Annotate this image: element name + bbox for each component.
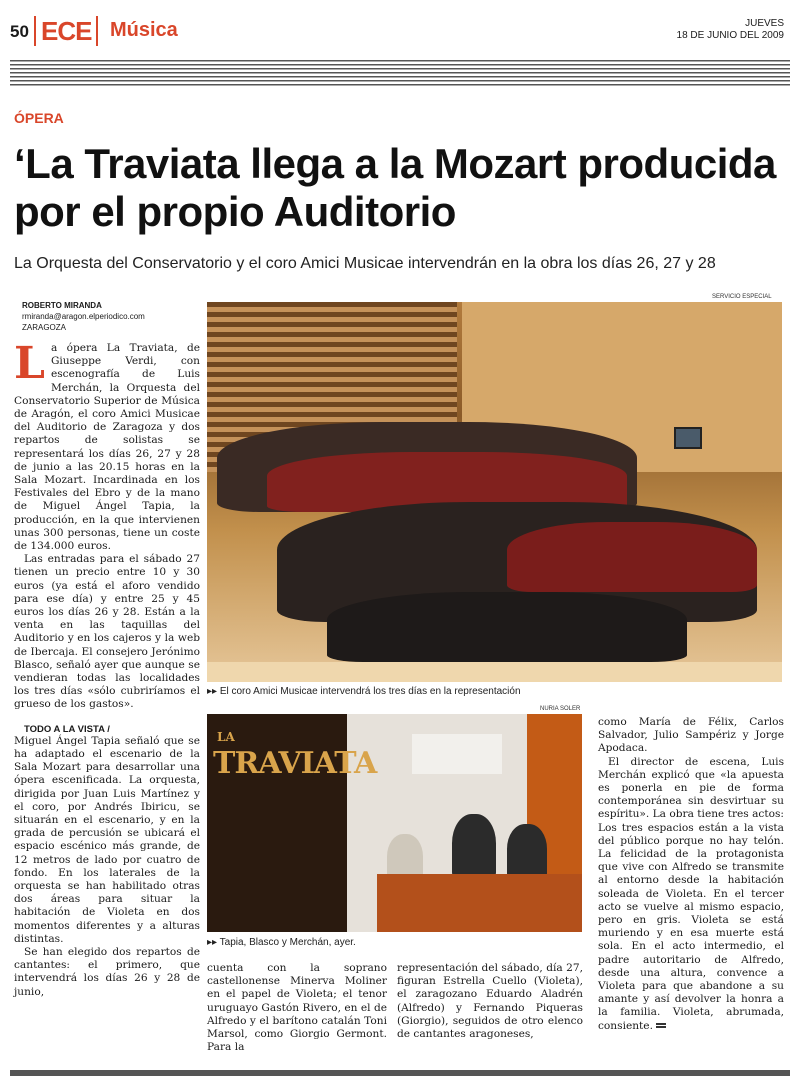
article-subtitle: La Orquesta del Conservatorio y el coro Amici Musicae intervendrán en la obra los días 26, 27 y 28 (14, 255, 716, 272)
byline-city: ZARAGOZA (22, 323, 67, 332)
second-photo-caption: ▸▸ Tapia, Blasco y Merchán, ayer. (207, 937, 356, 948)
poster-top-text: LA (217, 730, 235, 744)
choir-red-robes-right (507, 522, 757, 592)
paragraph: como María de Félix, Carlos Salvador, Julio Sampériz y Jorge Apodaca. (598, 716, 784, 755)
main-photo-caption: ▸▸ El coro Amici Musicae intervendrá los tres días en la representación (207, 686, 521, 697)
photo-credit-2: NURIA SOLER (540, 706, 581, 712)
person-right (507, 824, 547, 879)
control-window (674, 427, 702, 449)
paragraph: Miguel Ángel Tapia señaló que se ha adaptado el escenario de la Sala Mozart para desarrollar una ópera escenificada. La orquesta, dirigida por Juan Luis Martínez y el coro, por Andrés Ibiricu, se situarán en el escenario, y en la grada de percusión se ubicará el espacio escénico más grande, de 12 metros de lado por cuatro de fondo. En los laterales de la orquesta se han habilitado otras dos áreas para situar la habitación de Violeta en dos momentos diferentes y a alturas distintas. (14, 734, 200, 945)
byline-author: ROBERTO MIRANDA (22, 301, 102, 310)
article-column-3 (397, 962, 583, 1041)
paragraph: L a ópera La Traviata, de Giuseppe Verdi, con escenografía de Luis Merchán, la Orquesta del Conservatorio Superior de Música de Aragón, el coro Amici Musicae del Auditorio de Zaragoza y dos repartos de solistas se representará los días 26, 27 y 28 de junio a las 20.15 horas en la Sala Mozart. Incardinada en los Festivales del Ebro y de la mano de Miguel Ángel Tapia, la producción, en la que intervienen unas 300 personas, tiene un coste de 134.000 euros. (14, 338, 200, 553)
page-header (10, 14, 790, 50)
article-title: ‘La Traviata llega a la Mozart producida por el propio Auditorio (14, 140, 776, 235)
press-conference-photo (207, 714, 582, 932)
issue-full-date: 18 DE JUNIO DEL 2009 (676, 30, 784, 41)
paragraph: Las entradas para el sábado 27 tienen un precio entre 10 y 30 euros (ya está el aforo vendido para ese día) y entre 25 y 45 euros los días 26 y 28. Están a la venta en las taquillas del Auditorio y en los cajeros y la web de Ibercaja. El consejero Jerónimo Blasco, señaló ayer que aunque se vendieran todas las localidades los tres días «sólo cubriríamos el grueso de los gastos». (14, 553, 200, 711)
choir-front-row (327, 592, 687, 662)
article-column-4 (598, 716, 784, 1033)
subheading: TODO A LA VISTA / (24, 723, 110, 735)
backdrop-screen (412, 734, 502, 774)
end-mark-icon (656, 1023, 666, 1028)
section-name: Música (110, 19, 178, 41)
paragraph: representación del sábado, día 27, figuran Estrella Cuello (Violeta), el zaragozano Eduardo Aladrén (Alfredo) y Fernando Piqueras (Giorgio), seguidos de otro elenco de cantantes aragoneses, (397, 962, 583, 1041)
issue-day: JUEVES (745, 18, 784, 29)
paragraph: cuenta con la soprano castellonense Minerva Moliner en el papel de Violeta; el tenor uruguayo Gastón Rivero, en el de Alfredo y el barítono catalán Toni Marsol, como Giorgio Germont. Para la (207, 962, 387, 1054)
paragraph: El director de escena, Luis Merchán explicó que «la apuesta es ponerla en pie de forma contemporánea sin desvirtuar su espíritu». La obra tiene tres actos: Los tres espacios están a la vista del público porque no hay telón. La felicidad de la protagonista que vive con Alfredo se transmite al entorno desde la habitación soleada de Violeta. En el tercer acto se vuelve al mismo espacio, pero en gris. Violeta se está muriendo y en esa muerte está sola. En el acto intermedio, el padre autoritario de Alfredo, desde una altura, convence a Violeta para que abandone a su amante y así devolver la honra a la familia. Violeta, abrumada, consiente. (598, 755, 784, 1032)
article-column-1 (14, 338, 200, 999)
article-column-2 (207, 962, 387, 1054)
conference-table (377, 874, 582, 932)
choir-photo (207, 302, 782, 682)
drop-cap: L (14, 338, 45, 389)
paragraph: Se han elegido dos repartos de cantantes: el primero, que intervendrá los días 26 y 28 de junio, (14, 945, 200, 998)
header-rule (10, 60, 790, 86)
traviata-poster (207, 714, 377, 932)
byline (22, 300, 202, 333)
issue-date (677, 18, 784, 42)
byline-email: rmiranda@aragon.elperiodico.com (22, 312, 145, 321)
person-center (452, 814, 496, 879)
footer-rule (10, 1070, 790, 1076)
article-kicker: ÓPERA (14, 110, 64, 126)
photo-credit: SERVICIO ESPECIAL (712, 294, 772, 300)
newspaper-logo: ECE (34, 16, 98, 46)
page-number: 50 (10, 22, 29, 41)
stage-floor (207, 662, 782, 682)
poster-title: TRAVIATA (213, 746, 377, 781)
